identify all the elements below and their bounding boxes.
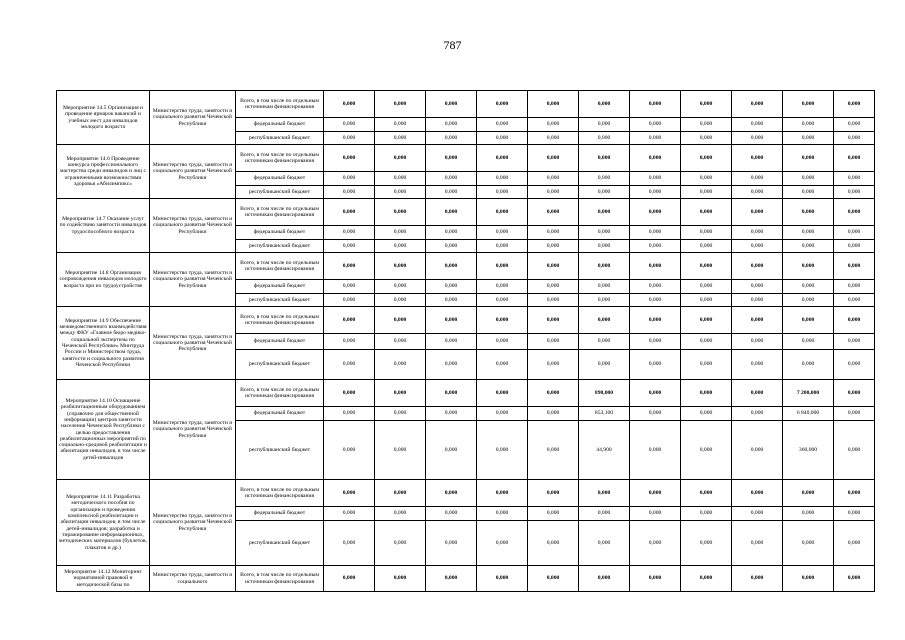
value-cell: 0,000 [681,118,732,132]
page-number: 787 [443,38,462,52]
value-cell: 0,000 [528,280,579,294]
value-cell: 0,000 [630,521,681,566]
value-cell: 0,000 [630,132,681,145]
activity-cell: Мероприятие 14.8 Организация сопровождения инвалидов молодого возраста при их трудоустройстве [57,253,150,307]
value-cell: 0,000 [630,199,681,226]
value-cell: 0,000 [681,334,732,350]
value-cell: 0,000 [324,307,375,334]
value-cell: 0,000 [528,91,579,118]
funding-source-cell: Всего, в том числе по отдельным источникам финансирования [236,145,324,172]
value-cell: 0,000 [477,350,528,380]
value-cell: 0,000 [681,172,732,186]
value-cell: 0,000 [477,294,528,307]
value-cell: 0,000 [630,307,681,334]
funding-source-cell: Всего, в том числе по отдельным источникам финансирования [236,566,324,592]
value-cell: 0,000 [426,145,477,172]
value-cell: 0,000 [528,253,579,280]
value-cell: 0,000 [477,199,528,226]
value-cell: 0,000 [477,91,528,118]
value-cell: 0,000 [732,199,783,226]
value-cell: 0,000 [834,91,875,118]
value-cell: 0,000 [630,226,681,240]
value-cell: 0,000 [834,507,875,521]
funding-source-cell: Всего, в том числе по отдельным источникам финансирования [236,307,324,334]
value-cell: 0,000 [426,380,477,407]
value-cell: 0,000 [324,91,375,118]
value-cell: 0,000 [681,507,732,521]
value-cell: 0,000 [834,253,875,280]
value-cell: 0,000 [732,407,783,421]
value-cell: 0,000 [579,118,630,132]
value-cell: 0,000 [834,172,875,186]
value-cell: 0,000 [834,280,875,294]
table-row [57,307,875,334]
value-cell: 0,000 [375,294,426,307]
value-cell: 0,000 [375,253,426,280]
executor-cell: Министерство труда, занятости и социального развития Чеченской Республики [150,480,236,566]
funding-source-cell: республиканский бюджет [236,294,324,307]
executor-cell: Министерство труда, занятости и социального развития Чеченской Республики [150,253,236,307]
value-cell: 0,000 [324,199,375,226]
value-cell: 0,000 [477,280,528,294]
value-cell: 0,000 [375,480,426,507]
value-cell: 0,000 [426,253,477,280]
value-cell: 0,000 [681,350,732,380]
value-cell: 0,000 [630,407,681,421]
funding-source-cell: федеральный бюджет [236,280,324,294]
value-cell: 0,000 [630,91,681,118]
value-cell: 0,000 [732,307,783,334]
funding-source-cell: республиканский бюджет [236,240,324,253]
value-cell: 0,000 [324,172,375,186]
funding-source-cell: республиканский бюджет [236,132,324,145]
value-cell: 0,000 [783,480,834,507]
value-cell: 0,000 [681,421,732,480]
value-cell: 0,000 [732,480,783,507]
funding-source-cell: Всего, в том числе по отдельным источникам финансирования [236,199,324,226]
value-cell: 0,000 [477,380,528,407]
value-cell: 0,000 [426,480,477,507]
value-cell: 0,000 [630,507,681,521]
value-cell: 0,000 [477,132,528,145]
value-cell: 0,000 [834,240,875,253]
value-cell: 0,000 [426,240,477,253]
value-cell: 0,000 [579,294,630,307]
value-cell: 0,000 [528,307,579,334]
value-cell: 0,000 [834,480,875,507]
value-cell: 0,000 [579,253,630,280]
value-cell: 0,000 [426,186,477,199]
value-cell: 0,000 [477,253,528,280]
value-cell: 0,000 [324,253,375,280]
value-cell: 0,000 [375,507,426,521]
value-cell: 0,000 [528,380,579,407]
value-cell: 0,000 [324,280,375,294]
value-cell: 0,000 [834,294,875,307]
value-cell: 360,000 [783,421,834,480]
value-cell: 0,000 [528,566,579,592]
activity-cell: Мероприятие 14.10 Оснащение реабилитационным оборудованием (справочно для общественной информации) центров занятости населения Чеченской Республики с целью предоставления реабилитационных мероприятий по социально-средовой реабилитации и абилитации инвалидов, в том числе детей-инвалидов [57,380,150,480]
value-cell: 0,000 [426,521,477,566]
value-cell: 0,000 [324,380,375,407]
value-cell: 0,000 [834,145,875,172]
value-cell: 0,000 [477,566,528,592]
executor-cell: Министерство труда, занятости и социального развития Чеченской Республики [150,145,236,199]
value-cell: 0,000 [732,186,783,199]
value-cell: 0,000 [834,307,875,334]
value-cell: 0,000 [375,421,426,480]
value-cell: 0,000 [375,91,426,118]
value-cell: 0,000 [477,186,528,199]
value-cell: 0,000 [528,521,579,566]
value-cell: 0,000 [375,240,426,253]
value-cell: 0,000 [477,480,528,507]
value-cell: 0,000 [834,421,875,480]
value-cell: 0,000 [834,199,875,226]
value-cell: 0,000 [477,421,528,480]
value-cell: 0,000 [477,507,528,521]
value-cell: 0,000 [579,307,630,334]
value-cell: 0,000 [324,334,375,350]
value-cell: 0,000 [783,186,834,199]
value-cell: 0,000 [681,145,732,172]
funding-source-cell: республиканский бюджет [236,186,324,199]
value-cell: 0,000 [528,199,579,226]
value-cell: 0,000 [834,226,875,240]
value-cell: 0,000 [681,294,732,307]
funding-source-cell: Всего, в том числе по отдельным источникам финансирования [236,91,324,118]
executor-cell: Министерство труда, занятости и социального [150,566,236,592]
executor-cell: Министерство труда, занятости и социального развития Чеченской Республики [150,199,236,253]
value-cell: 0,000 [375,186,426,199]
value-cell: 0,000 [579,91,630,118]
value-cell: 0,000 [579,132,630,145]
value-cell: 0,000 [732,240,783,253]
funding-source-cell: федеральный бюджет [236,118,324,132]
value-cell: 0,000 [579,280,630,294]
value-cell: 0,000 [783,118,834,132]
value-cell: 0,000 [579,145,630,172]
value-cell: 0,000 [630,350,681,380]
value-cell: 0,000 [324,226,375,240]
value-cell: 0,000 [324,118,375,132]
value-cell: 0,000 [732,421,783,480]
value-cell: 0,000 [579,186,630,199]
value-cell: 0,000 [324,350,375,380]
value-cell: 0,000 [630,480,681,507]
funding-source-cell: федеральный бюджет [236,507,324,521]
value-cell: 0,000 [426,118,477,132]
value-cell: 0,000 [630,566,681,592]
value-cell: 0,000 [732,521,783,566]
value-cell: 0,000 [324,407,375,421]
value-cell: 0,000 [783,240,834,253]
value-cell: 0,000 [375,407,426,421]
value-cell: 0,000 [528,350,579,380]
value-cell: 0,000 [630,172,681,186]
value-cell: 0,000 [579,240,630,253]
budget-table-body [57,91,875,592]
value-cell: 0,000 [834,350,875,380]
value-cell: 0,000 [528,132,579,145]
value-cell: 0,000 [528,226,579,240]
value-cell: 0,000 [375,118,426,132]
value-cell: 0,000 [579,199,630,226]
value-cell: 0,000 [477,118,528,132]
value-cell: 0,000 [630,294,681,307]
value-cell: 0,000 [375,334,426,350]
value-cell: 0,000 [783,226,834,240]
value-cell: 0,000 [834,407,875,421]
value-cell: 0,000 [324,294,375,307]
value-cell: 0,000 [834,521,875,566]
value-cell: 0,000 [375,199,426,226]
value-cell: 0,000 [732,132,783,145]
value-cell: 0,000 [477,145,528,172]
value-cell: 0,000 [528,507,579,521]
value-cell: 0,000 [834,186,875,199]
funding-source-cell: республиканский бюджет [236,421,324,480]
value-cell: 0,000 [834,118,875,132]
value-cell: 0,000 [375,226,426,240]
value-cell: 0,000 [375,280,426,294]
value-cell: 0,000 [324,132,375,145]
value-cell: 0,000 [375,521,426,566]
value-cell: 0,000 [630,421,681,480]
table-row [57,566,875,592]
value-cell: 0,000 [426,280,477,294]
value-cell: 0,000 [732,566,783,592]
value-cell: 0,000 [579,350,630,380]
funding-source-cell: федеральный бюджет [236,226,324,240]
value-cell: 0,000 [528,145,579,172]
value-cell: 0,000 [783,521,834,566]
activity-cell: Мероприятие 14.12 Мониторинг нормативной правовой и методической базы по [57,566,150,592]
value-cell: 0,000 [681,521,732,566]
activity-cell: Мероприятие 14.5 Организация и проведение ярмарок вакансий и учебных мест для инвалидов молодого возраста [57,91,150,145]
table-row [57,91,875,118]
funding-source-cell: Всего, в том числе по отдельным источникам финансирования [236,480,324,507]
value-cell: 0,000 [477,226,528,240]
value-cell: 7 200,000 [783,380,834,407]
funding-source-cell: республиканский бюджет [236,350,324,380]
value-cell: 0,000 [426,407,477,421]
value-cell: 0,000 [477,307,528,334]
value-cell: 0,000 [426,199,477,226]
value-cell: 0,000 [528,407,579,421]
value-cell: 0,000 [324,507,375,521]
value-cell: 0,000 [732,118,783,132]
value-cell: 0,000 [528,186,579,199]
value-cell: 0,000 [681,280,732,294]
value-cell: 0,000 [732,145,783,172]
value-cell: 0,000 [477,172,528,186]
value-cell: 0,000 [681,380,732,407]
value-cell: 0,000 [324,186,375,199]
value-cell: 0,000 [375,307,426,334]
value-cell: 0,000 [426,334,477,350]
value-cell: 0,000 [630,118,681,132]
value-cell: 0,000 [681,186,732,199]
value-cell: 0,000 [528,421,579,480]
value-cell: 0,000 [681,566,732,592]
value-cell: 0,000 [783,566,834,592]
value-cell: 0,000 [732,350,783,380]
table-row [57,480,875,507]
funding-source-cell: республиканский бюджет [236,521,324,566]
value-cell: 0,000 [681,226,732,240]
value-cell: 853,100 [579,407,630,421]
value-cell: 0,000 [732,334,783,350]
activity-cell: Мероприятие 14.9 Обеспечение межведомственного взаимодействия между ФКУ «Главное бюро медико-социальной экспертизы по Чеченской Республике» Минтруда России и Министерством труда, занятости и социального развития Чеченской Республики [57,307,150,380]
table-row [57,199,875,226]
value-cell: 0,000 [477,521,528,566]
value-cell: 0,000 [732,380,783,407]
table-row [57,253,875,280]
value-cell: 0,000 [375,380,426,407]
value-cell: 0,000 [426,350,477,380]
value-cell: 0,000 [681,307,732,334]
value-cell: 0,000 [528,118,579,132]
value-cell: 0,000 [579,507,630,521]
value-cell: 0,000 [630,186,681,199]
value-cell: 44,900 [579,421,630,480]
value-cell: 0,000 [579,334,630,350]
value-cell: 0,000 [579,172,630,186]
value-cell: 0,000 [528,294,579,307]
value-cell: 0,000 [426,507,477,521]
value-cell: 0,000 [426,307,477,334]
value-cell: 0,000 [426,566,477,592]
value-cell: 0,000 [783,253,834,280]
value-cell: 0,000 [375,145,426,172]
value-cell: 898,000 [579,380,630,407]
value-cell: 0,000 [681,407,732,421]
funding-source-cell: Всего, в том числе по отдельным источникам финансирования [236,253,324,280]
value-cell: 0,000 [834,132,875,145]
value-cell: 0,000 [426,132,477,145]
value-cell: 0,000 [783,294,834,307]
funding-source-cell: Всего, в том числе по отдельным источникам финансирования [236,380,324,407]
value-cell: 0,000 [375,350,426,380]
value-cell: 0,000 [783,132,834,145]
value-cell: 0,000 [732,91,783,118]
value-cell: 0,000 [732,172,783,186]
value-cell: 0,000 [732,507,783,521]
value-cell: 0,000 [426,294,477,307]
value-cell: 0,000 [579,566,630,592]
value-cell: 0,000 [477,334,528,350]
value-cell: 0,000 [528,334,579,350]
value-cell: 0,000 [375,566,426,592]
value-cell: 0,000 [426,421,477,480]
value-cell: 0,000 [681,132,732,145]
value-cell: 0,000 [528,480,579,507]
value-cell: 0,000 [630,280,681,294]
value-cell: 0,000 [630,240,681,253]
value-cell: 0,000 [324,480,375,507]
activity-cell: Мероприятие 14.6 Проведение конкурса профессионального мастерства среди инвалидов и лиц с ограниченными возможностями здоровья «Абилимпикс» [57,145,150,199]
value-cell: 0,000 [477,240,528,253]
budget-table [56,90,875,592]
value-cell: 0,000 [324,421,375,480]
value-cell: 0,000 [834,334,875,350]
value-cell: 0,000 [681,199,732,226]
value-cell: 0,000 [630,253,681,280]
value-cell: 6 840,000 [783,407,834,421]
value-cell: 0,000 [324,521,375,566]
value-cell: 0,000 [783,507,834,521]
value-cell: 0,000 [579,480,630,507]
value-cell: 0,000 [783,91,834,118]
value-cell: 0,000 [324,566,375,592]
table-row [57,145,875,172]
value-cell: 0,000 [477,407,528,421]
value-cell: 0,000 [783,334,834,350]
value-cell: 0,000 [681,91,732,118]
value-cell: 0,000 [681,253,732,280]
activity-cell: Мероприятие 14.11 Разработка методического пособия по организации и проведению комплексной реабилитации и абилитации инвалидов, в том числе детей-инвалидов; разработка и тиражирование информационных, методических материалов (буклетов, плакатов и др.) [57,480,150,566]
value-cell: 0,000 [732,253,783,280]
value-cell: 0,000 [630,334,681,350]
value-cell: 0,000 [732,226,783,240]
value-cell: 0,000 [783,280,834,294]
value-cell: 0,000 [834,380,875,407]
executor-cell: Министерство труда, занятости и социального развития Чеченской Республики [150,380,236,480]
value-cell: 0,000 [783,172,834,186]
value-cell: 0,000 [324,145,375,172]
value-cell: 0,000 [783,199,834,226]
value-cell: 0,000 [426,172,477,186]
value-cell: 0,000 [375,172,426,186]
value-cell: 0,000 [834,566,875,592]
value-cell: 0,000 [783,307,834,334]
funding-source-cell: федеральный бюджет [236,172,324,186]
executor-cell: Министерство труда, занятости и социального развития Чеченской Республики [150,307,236,380]
value-cell: 0,000 [732,294,783,307]
value-cell: 0,000 [681,240,732,253]
funding-source-cell: федеральный бюджет [236,334,324,350]
activity-cell: Мероприятие 14.7 Оказание услуг по содействию занятости инвалидов трудоспособного возраста [57,199,150,253]
executor-cell: Министерство труда, занятости и социального развития Чеченской Республики [150,91,236,145]
table-row [57,380,875,407]
value-cell: 0,000 [528,240,579,253]
value-cell: 0,000 [783,350,834,380]
value-cell: 0,000 [426,91,477,118]
value-cell: 0,000 [324,240,375,253]
value-cell: 0,000 [375,132,426,145]
value-cell: 0,000 [783,145,834,172]
value-cell: 0,000 [732,280,783,294]
value-cell: 0,000 [630,145,681,172]
funding-source-cell: федеральный бюджет [236,407,324,421]
value-cell: 0,000 [579,521,630,566]
value-cell: 0,000 [579,226,630,240]
value-cell: 0,000 [681,480,732,507]
value-cell: 0,000 [528,172,579,186]
value-cell: 0,000 [630,380,681,407]
value-cell: 0,000 [426,226,477,240]
